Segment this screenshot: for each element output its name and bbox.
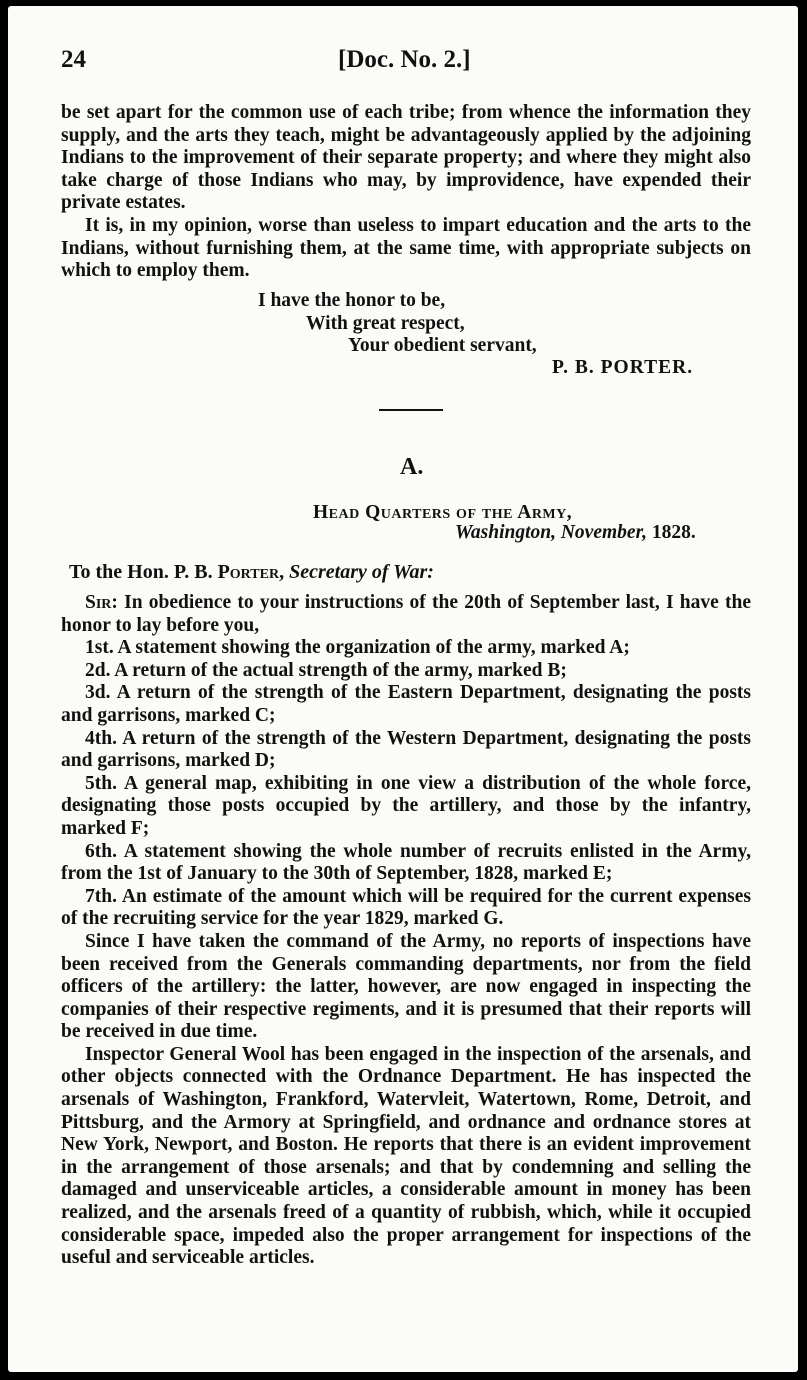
page-number: 24 bbox=[61, 46, 86, 73]
letter-body bbox=[61, 592, 751, 1270]
section-divider bbox=[379, 409, 443, 411]
document-page bbox=[8, 6, 798, 1372]
addressee-line bbox=[69, 561, 434, 584]
salutation: Sir: bbox=[85, 592, 118, 613]
headquarters-line: Head Quarters of the Army, bbox=[313, 502, 573, 523]
closing-line-2: With great respect, bbox=[306, 313, 465, 334]
paragraph-continued: be set apart for the common use of each tribe; from whence the information they supply, and the arts they teach, might be advantageously applied by the adjoining Indians to the improvement of their separate property; and where they might also take charge of those Indians who may, by improvidence, have expended their private estates. bbox=[61, 102, 751, 214]
year: 1828. bbox=[651, 522, 696, 543]
list-item: 1st. A statement showing the organization of the army, marked A; bbox=[85, 637, 630, 659]
list-item: 6th. A statement showing the whole number of recruits enlisted in the Army, from the 1st of January to the 30th of September, 1828, marked E; bbox=[61, 840, 751, 885]
list-item: 2d. A return of the actual strength of the army, marked B; bbox=[85, 659, 567, 681]
intro-text: In obedience to your instructions of the 20th of September last, I have the honor to lay before you, bbox=[61, 592, 751, 636]
list-item: 3d. A return of the strength of the Eastern Department, designating the posts and garrisons, marked C; bbox=[61, 682, 751, 726]
closing-line-3: Your obedient servant, bbox=[348, 335, 537, 356]
list-item: 5th. A general map, exhibiting in one view a distribution of the whole force, designating those posts occupied by the artillery, and those by the infantry, marked F; bbox=[61, 772, 751, 839]
paragraph-inspections: Since I have taken the command of the Army, no reports of inspections have been received from the Generals commanding departments, nor from the field officers of the artillery: the latter, however, are now engaged in inspecting the companies of their respective regiments, and it is presumed that their reports will be received in due time. bbox=[61, 930, 751, 1043]
page-header bbox=[8, 46, 798, 82]
document-label: [Doc. No. 2.] bbox=[338, 46, 471, 73]
paragraph-wool: Inspector General Wool has been engaged in the inspection of the arsenals, and other objects connected with the Ordnance Department. He has inspected the arsenals of Washington, Frankford, Watervleit, Watertown, Rome, Detroit, and Pittsburg, and the Armory at Springfield, and ordnance and ordnance stores at New York, Newport, and Boston. He reports that there is an evident improvement in the arrangement of those arsenals; and that by condemning and selling the damaged and unserviceable articles, a considerable amount in money has been realized, and the arsenals freed of a quantity of rubbish, which, while it occupied considerable space, impeded also the proper arrangement for inspections of the useful and serviceable articles. bbox=[61, 1043, 751, 1269]
closing-line-1: I have the honor to be, bbox=[258, 290, 446, 311]
list-item: 4th. A return of the strength of the Western Department, designating the posts and garrisons, marked D; bbox=[61, 727, 751, 772]
addressee-title: Secretary of War: bbox=[289, 561, 434, 583]
top-text-block bbox=[61, 102, 751, 283]
letter-intro bbox=[61, 592, 751, 637]
addressee-name: Porter, bbox=[217, 561, 285, 583]
place-date: Washington, November, bbox=[455, 522, 647, 543]
signature: P. B. PORTER. bbox=[552, 357, 694, 378]
paragraph-opinion: It is, in my opinion, worse than useless to impart education and the arts to the Indians, without furnishing them, at the same time, with appropriate subjects on which to employ them. bbox=[61, 214, 751, 282]
addressee-prefix: To the Hon. P. B. bbox=[69, 561, 213, 583]
place-date-line bbox=[455, 522, 696, 544]
section-heading: A. bbox=[400, 454, 424, 480]
list-item: 7th. An estimate of the amount which will be required for the current expenses of the recruiting service for the year 1829, marked G. bbox=[61, 885, 751, 930]
